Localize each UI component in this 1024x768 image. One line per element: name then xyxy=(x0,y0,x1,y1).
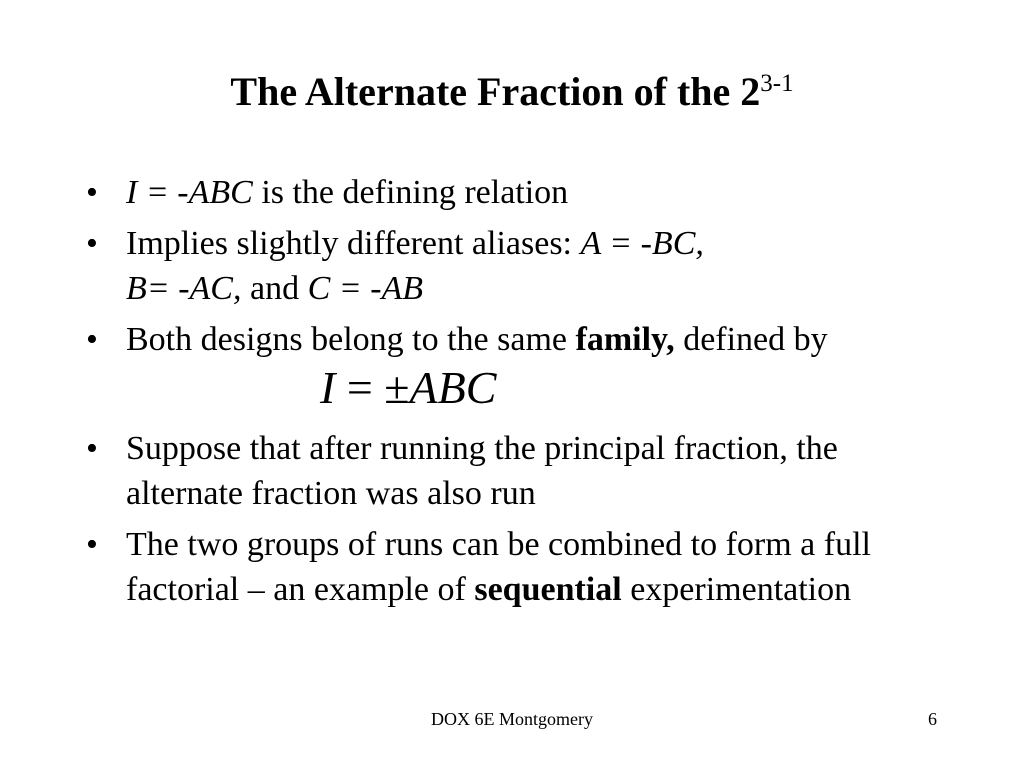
footer-source: DOX 6E Montgomery xyxy=(431,709,593,729)
page-number: 6 xyxy=(928,709,937,729)
bullet-marker: • xyxy=(86,225,98,262)
slide-title-text: The Alternate Fraction of the 2 xyxy=(230,69,761,114)
bullet-marker: • xyxy=(86,430,98,467)
bullet-text-run: family, xyxy=(575,321,675,358)
bullet-item xyxy=(86,221,946,311)
bullet-item xyxy=(86,426,946,516)
slide-title-superscript: 3-1 xyxy=(760,70,794,97)
bullet-text-run: defined by xyxy=(674,321,828,358)
bullet-text-run: and xyxy=(241,270,308,307)
bullet-marker: • xyxy=(86,321,98,358)
bullet-marker: • xyxy=(86,174,98,211)
bullet-text-run: experimentation xyxy=(621,571,852,608)
equation-operator: = ± xyxy=(335,362,410,413)
bullet-text-run: Implies slightly different aliases: xyxy=(126,225,581,262)
bullet-text-run: is the defining relation xyxy=(252,174,569,211)
bullet-text xyxy=(126,430,838,512)
bullet-text xyxy=(126,225,704,307)
bullet-list xyxy=(86,170,946,618)
bullet-text-run: I = -ABC xyxy=(126,174,253,211)
bullet-text xyxy=(126,321,828,358)
slide-title xyxy=(0,68,1024,116)
bullet-text xyxy=(126,174,568,211)
bullet-text-run: A = -BC, xyxy=(580,225,704,262)
bullet-text-run: Both designs belong to the same xyxy=(126,321,576,358)
bullet-item xyxy=(86,522,946,612)
bullet-item xyxy=(86,170,946,215)
defining-relation-equation xyxy=(86,362,946,420)
equation-rhs: ABC xyxy=(409,362,497,413)
bullet-text-run: The two groups of runs can be combined to form a full factorial – an example of xyxy=(126,526,871,608)
bullet-text xyxy=(126,526,871,608)
bullet-text-run: C = -AB xyxy=(307,270,424,307)
bullet-text-run: B= -AC, xyxy=(126,270,242,307)
bullet-item xyxy=(86,317,946,362)
equation-lhs: I xyxy=(320,362,336,413)
bullet-text-run: sequential xyxy=(474,571,622,608)
bullet-marker: • xyxy=(86,526,98,563)
bullet-text-run: Suppose that after running the principal fraction, the alternate fraction was also run xyxy=(126,430,838,512)
